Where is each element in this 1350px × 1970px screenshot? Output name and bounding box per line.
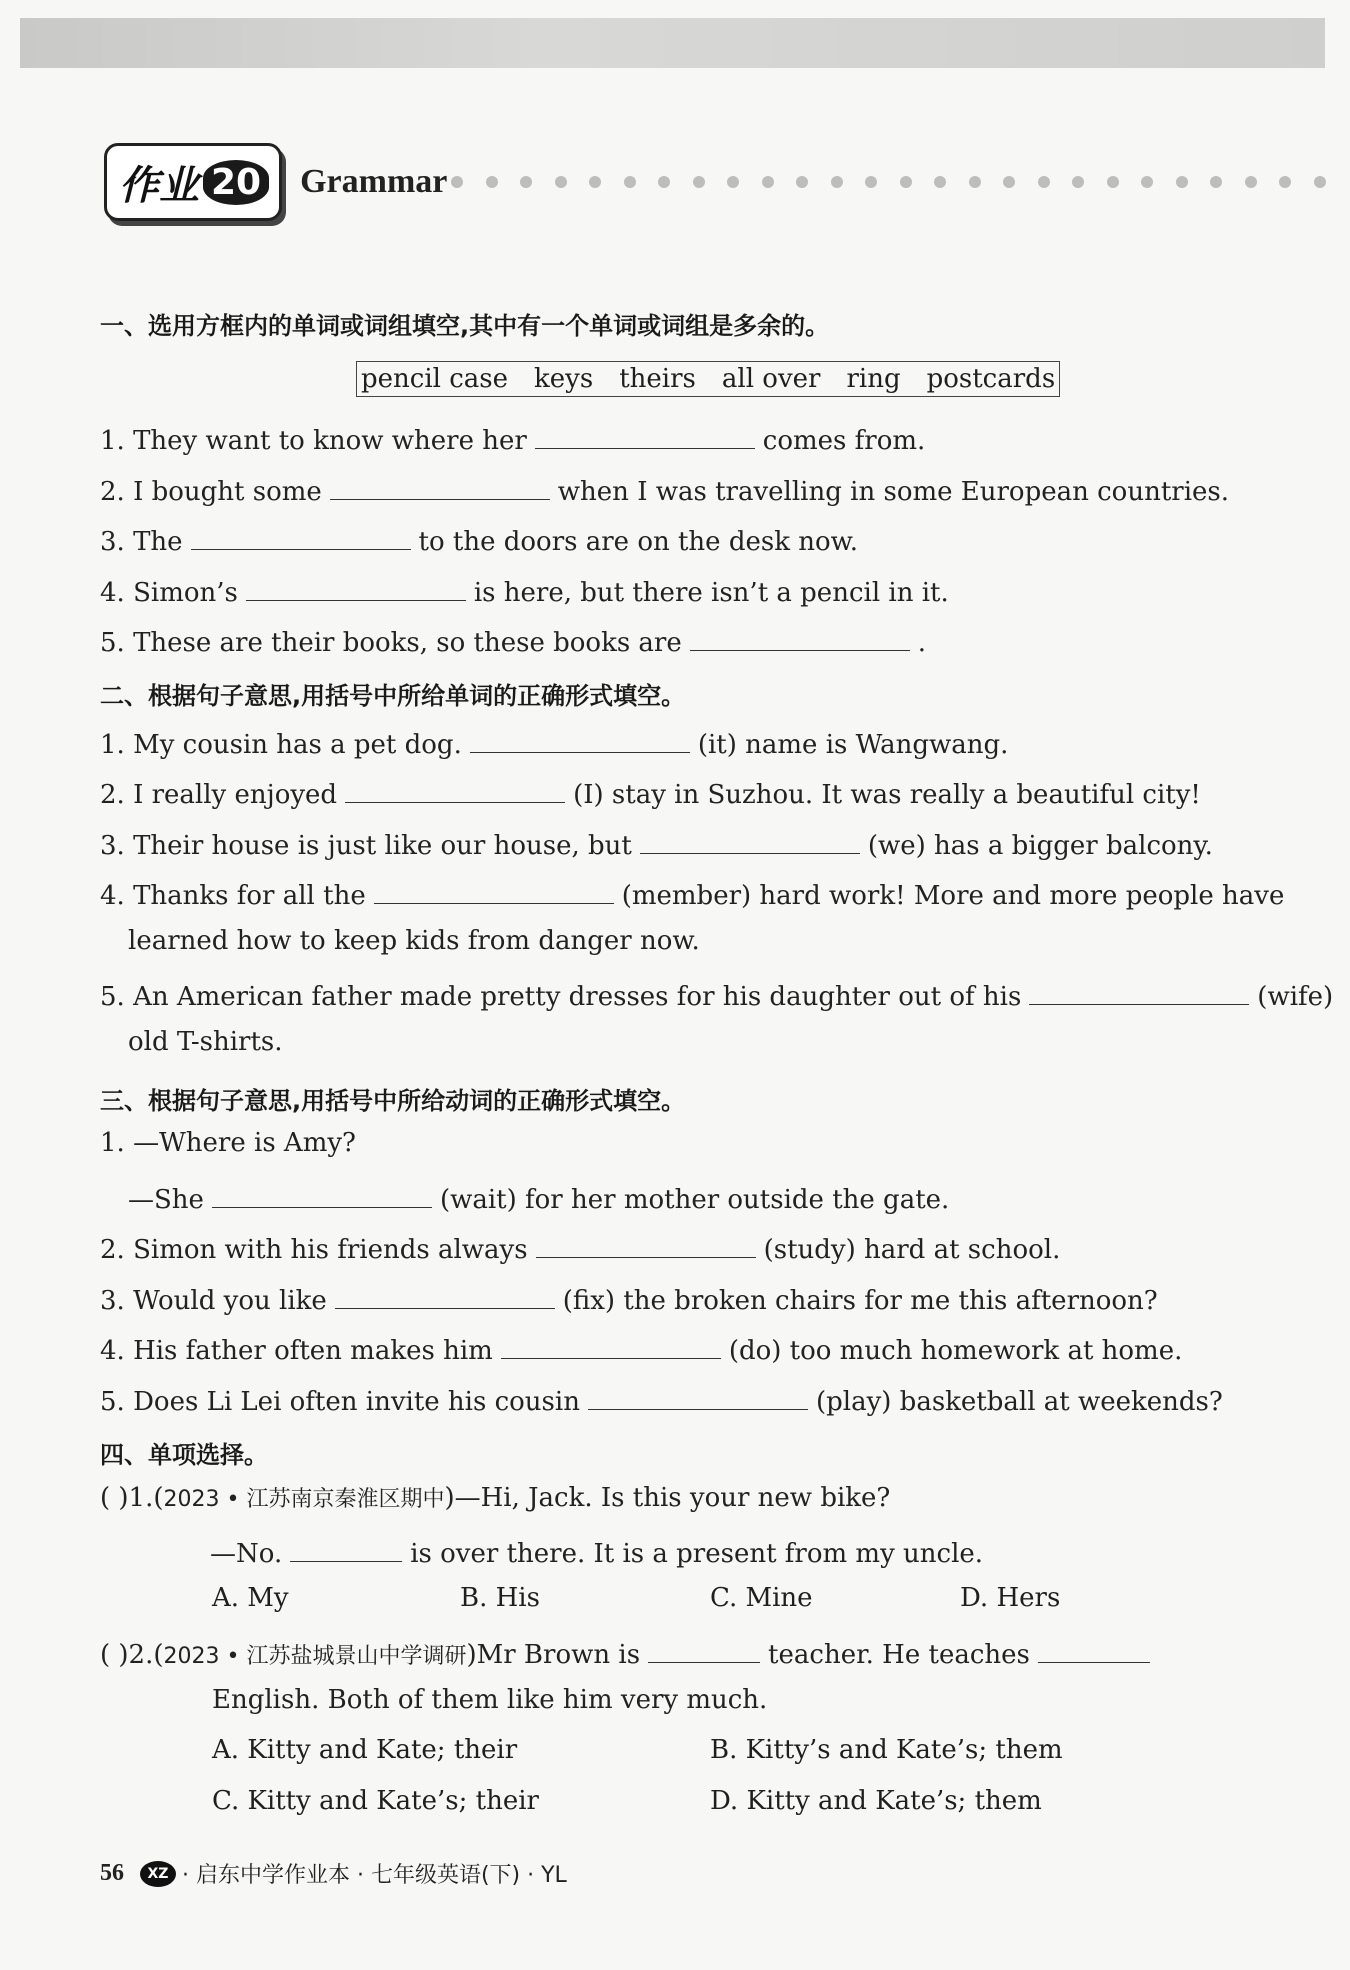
question-text: (I) stay in Suzhou. It was really a beautiful city!	[573, 780, 1201, 810]
section2-heading: 二、根据句子意思,用括号中所给单词的正确形式填空。	[100, 682, 686, 710]
answer-blank[interactable]	[374, 875, 614, 904]
question-text: comes from.	[762, 426, 926, 456]
divider-dot	[727, 176, 739, 188]
question-text: teacher. He teaches	[768, 1640, 1030, 1670]
divider-dot	[1107, 176, 1119, 188]
divider-dot	[658, 176, 670, 188]
word-bank-item: postcards	[926, 364, 1056, 394]
question-text: (it) name is Wangwang.	[697, 730, 1009, 760]
divider-dot	[900, 176, 912, 188]
question-line	[100, 1229, 1060, 1265]
question-text: 2. I bought some	[100, 477, 322, 507]
option-a[interactable]: A. My	[212, 1583, 289, 1613]
question-text: 3. Their house is just like our house, but	[100, 831, 632, 861]
word-bank-item: all over	[721, 364, 821, 394]
question-line	[100, 825, 1213, 861]
question-continuation: old T-shirts.	[128, 1027, 283, 1057]
page-footer	[100, 1858, 567, 1889]
question-text: (wife)	[1257, 982, 1334, 1012]
footer-text: · 启东中学作业本 · 七年级英语(下) · YL	[182, 1863, 567, 1888]
word-bank	[356, 361, 1060, 397]
publisher-logo-icon: XZ	[140, 1861, 176, 1887]
question-text: is over there. It is a present from my uncle.	[410, 1539, 984, 1569]
divider-dot	[1314, 176, 1326, 188]
question-text: 5. Does Li Lei often invite his cousin	[100, 1387, 580, 1417]
divider-dot	[555, 176, 567, 188]
question-text: (play) basketball at weekends?	[815, 1387, 1223, 1417]
divider-dot	[1279, 176, 1291, 188]
question-line	[100, 420, 925, 456]
question-text: (study) hard at school.	[763, 1235, 1061, 1265]
divider-dot	[762, 176, 774, 188]
question-text: )Mr Brown is	[466, 1640, 641, 1670]
question-text: 1. They want to know where her	[100, 426, 527, 456]
question-continuation: learned how to keep kids from danger now.	[128, 926, 700, 956]
question-text: 4. Simon’s	[100, 578, 238, 608]
divider-dot	[1072, 176, 1084, 188]
question-text: —She	[128, 1185, 204, 1215]
option-a[interactable]: A. Kitty and Kate; their	[212, 1735, 518, 1765]
question-line	[100, 1280, 1158, 1316]
answer-blank[interactable]	[335, 1280, 555, 1309]
divider-dot	[865, 176, 877, 188]
answer-blank[interactable]	[648, 1634, 760, 1663]
word-bank-item: theirs	[619, 364, 696, 394]
answer-paren[interactable]: ( )1.(	[100, 1483, 164, 1513]
question-text: 1. My cousin has a pet dog.	[100, 730, 462, 760]
answer-paren[interactable]: ( )2.(	[100, 1640, 164, 1670]
question-text: (member) hard work! More and more people have	[621, 881, 1285, 911]
question-source: 2023 • 江苏南京秦淮区期中	[163, 1487, 445, 1512]
page-header	[104, 142, 1348, 222]
page-title: Grammar	[300, 163, 448, 200]
question-text: .	[917, 628, 927, 658]
top-scan-band	[20, 18, 1325, 68]
question-text: 4. Thanks for all the	[100, 881, 366, 911]
answer-blank[interactable]	[191, 521, 411, 550]
divider-dot	[1003, 176, 1015, 188]
question-text: 5. An American father made pretty dresses for his daughter out of his	[100, 982, 1022, 1012]
question-line	[100, 1330, 1182, 1366]
question-source: 2023 • 江苏盐城景山中学调研	[163, 1644, 467, 1669]
divider-dot	[831, 176, 843, 188]
word-bank-item: pencil case	[361, 364, 509, 394]
dot-divider	[451, 176, 1348, 188]
badge-number: 20	[203, 160, 269, 205]
badge-label: 作业	[119, 162, 199, 209]
question-line	[100, 1381, 1223, 1417]
page-number: 56	[100, 1860, 124, 1886]
answer-blank[interactable]	[588, 1381, 808, 1410]
mc-question-line: English. Both of them like him very much.	[212, 1685, 768, 1715]
option-b[interactable]: B. Kitty’s and Kate’s; them	[710, 1735, 1063, 1765]
mc-question-stem	[100, 1634, 1158, 1670]
divider-dot	[1038, 176, 1050, 188]
answer-blank[interactable]	[246, 572, 466, 601]
question-text: (do) too much homework at home.	[728, 1336, 1183, 1366]
option-d[interactable]: D. Hers	[960, 1583, 1061, 1613]
divider-dot	[1245, 176, 1257, 188]
question-text: when I was travelling in some European countries.	[557, 477, 1230, 507]
question-text: 2. I really enjoyed	[100, 780, 338, 810]
question-text: —No.	[210, 1539, 283, 1569]
word-bank-item: ring	[846, 364, 901, 394]
question-line	[100, 875, 1284, 911]
question-text: 4. His father often makes him	[100, 1336, 493, 1366]
question-line	[128, 1179, 949, 1215]
homework-badge	[104, 143, 282, 221]
question-text: (wait) for her mother outside the gate.	[439, 1185, 950, 1215]
word-bank-item: keys	[534, 364, 594, 394]
answer-blank[interactable]	[330, 471, 550, 500]
question-line	[100, 521, 858, 557]
question-line	[100, 622, 926, 658]
question-text: (we) has a bigger balcony.	[867, 831, 1213, 861]
answer-blank[interactable]	[690, 622, 910, 651]
question-text: 3. The	[100, 527, 183, 557]
divider-dot	[486, 176, 498, 188]
divider-dot	[451, 176, 463, 188]
question-text: is here, but there isn’t a pencil in it.	[473, 578, 949, 608]
option-d[interactable]: D. Kitty and Kate’s; them	[710, 1786, 1042, 1816]
answer-blank[interactable]	[290, 1533, 402, 1562]
answer-blank[interactable]	[1038, 1634, 1150, 1663]
mc-question-stem	[100, 1482, 890, 1513]
question-line	[100, 774, 1201, 810]
question-line: 1. —Where is Amy?	[100, 1128, 356, 1158]
divider-dot	[969, 176, 981, 188]
question-text: 5. These are their books, so these books are	[100, 628, 682, 658]
divider-dot	[1176, 176, 1188, 188]
divider-dot	[796, 176, 808, 188]
question-text: )—Hi, Jack. Is this your new bike?	[444, 1483, 891, 1513]
divider-dot	[934, 176, 946, 188]
section3-heading: 三、根据句子意思,用括号中所给动词的正确形式填空。	[100, 1087, 686, 1115]
question-text: (fix) the broken chairs for me this afternoon?	[562, 1286, 1158, 1316]
question-line	[100, 572, 949, 608]
section1-heading: 一、选用方框内的单词或词组填空,其中有一个单词或词组是多余的。	[100, 312, 830, 340]
answer-blank[interactable]	[535, 420, 755, 449]
answer-blank[interactable]	[470, 724, 690, 753]
question-line	[100, 724, 1008, 760]
section4-heading: 四、单项选择。	[100, 1441, 268, 1469]
answer-blank[interactable]	[640, 825, 860, 854]
answer-blank[interactable]	[345, 774, 565, 803]
mc-question-line	[210, 1533, 983, 1569]
option-c[interactable]: C. Kitty and Kate’s; their	[212, 1786, 539, 1816]
answer-blank[interactable]	[1029, 976, 1249, 1005]
divider-dot	[693, 176, 705, 188]
question-line	[100, 471, 1229, 507]
option-c[interactable]: C. Mine	[710, 1583, 813, 1613]
answer-blank[interactable]	[212, 1179, 432, 1208]
divider-dot	[520, 176, 532, 188]
divider-dot	[624, 176, 636, 188]
divider-dot	[1141, 176, 1153, 188]
question-line	[100, 976, 1333, 1012]
option-b[interactable]: B. His	[460, 1583, 540, 1613]
divider-dot	[1210, 176, 1222, 188]
divider-dot	[589, 176, 601, 188]
question-text: 2. Simon with his friends always	[100, 1235, 528, 1265]
answer-blank[interactable]	[536, 1229, 756, 1258]
answer-blank[interactable]	[501, 1330, 721, 1359]
question-text: 3. Would you like	[100, 1286, 327, 1316]
question-text: to the doors are on the desk now.	[418, 527, 859, 557]
